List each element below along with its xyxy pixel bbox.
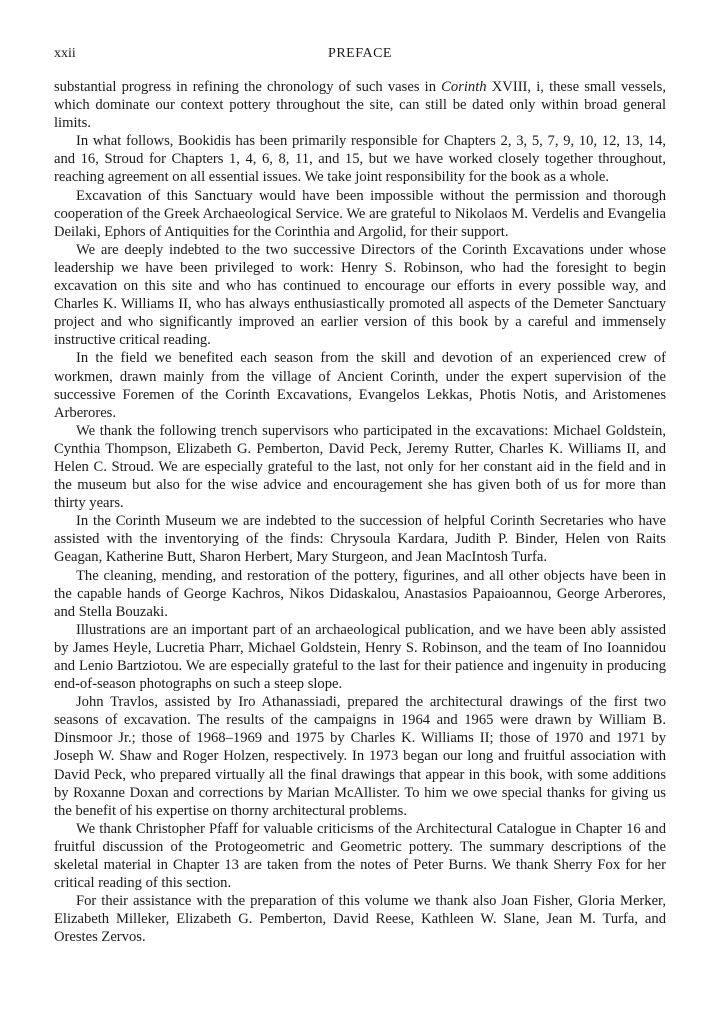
paragraph-conservation: The cleaning, mending, and restoration of the pottery, figurines, and all other objects have been in the capable hands of George Kachros, Nikos Didaskalou, Anastasios Papaioannou, George Arberores, and Stella Bouzaki. [54,567,666,620]
paragraph-text: substantial progress in refining the chronology of such vases in [54,79,442,95]
paragraph-workmen: In the field we benefited each season from the skill and devotion of an experienced crew of workmen, drawn mainly from the village of Ancient Corinth, under the expert supervision of the successive Foremen of the Corinth Excavations, Evangelos Lekkas, Photis Notis, and Aristomenes Arberores. [54,350,666,421]
running-head: PREFACE [328,46,392,61]
paragraph-architectural-drawings: John Travlos, assisted by Iro Athanassiadi, prepared the architectural drawings of the first two seasons of excavation. The results of the campaigns in 1964 and 1965 were drawn by William B. Dinsmoor Jr.; those of 1968–1969 and 1975 by Charles K. Williams II; those of 1970 and 1971 by Joseph W. Shaw and Roger Holzen, respectively. In 1973 began our long and fruitful association with David Peck, who prepared virtually all the final drawings that appear in this book, with some additions by Roxanne Doxan and corrections by Marian McAllister. To him we owe special thanks for giving us the benefit of his expertise on thorny architectural problems. [54,694,666,819]
paragraph-directors: We are deeply indebted to the two successive Directors of the Corinth Excavations under whose leadership we have been privileged to work: Henry S. Robinson, who had the foresight to begin excavation on this site and who has continued to encourage our efforts in every possible way, and Charles K. Williams II, who has always enthusiastically promoted all aspects of the Demeter Sanctuary project and who significantly improved an earlier version of this book by a careful and immensely instructive critical reading. [54,241,666,349]
paragraph-text: XVIII, i, these small vessels, which dominate our context pottery throughout the site, can still be dated only within broad general limits. [54,79,666,132]
paragraph-continued [54,78,666,132]
paragraph-trench-supervisors: We thank the following trench supervisors who participated in the excavations: Michael Goldstein, Cynthia Thompson, Elizabeth G. Pemberton, David Peck, Jeremy Rutter, Charles K. Williams II, and Helen C. Stroud. We are especially grateful to the last, not only for her constant aid in the field and in the museum but also for the wise advice and encouragement she has given both of us for more than thirty years. [54,422,666,512]
page-header [54,46,666,68]
paragraph-authorship: In what follows, Bookidis has been primarily responsible for Chapters 2, 3, 5, 7, 9, 10, 12, 13, 14, and 16, Stroud for Chapters 1, 4, 6, 8, 11, and 15, but we have worked closely together throughout, reaching agreement on all essential issues. We take joint responsibility for the book as a whole. [54,133,666,186]
paragraph-illustrations: Illustrations are an important part of an archaeological publication, and we have been ably assisted by James Heyle, Lucretia Pharr, Michael Goldstein, Henry S. Robinson, and the team of Ino Ioannidou and Lenio Bartziotou. We are especially grateful to the last for their patience and ingenuity in producing end-of-season photographs on such a steep slope. [54,621,666,693]
paragraph-archaeological-service: Excavation of this Sanctuary would have been impossible without the permission and thorough cooperation of the Greek Archaeological Service. We are grateful to Nikolaos M. Verdelis and Evangelia Deilaki, Ephors of Antiquities for the Corinthia and Argolid, for their support. [54,187,666,240]
book-title: Corinth [441,79,487,95]
preface-body [54,78,666,947]
paragraph-museum-secretaries: In the Corinth Museum we are indebted to the succession of helpful Corinth Secretaries who have assisted with the inventorying of the finds: Chrysoula Kardara, Judith P. Binder, Helen von Raits Geagan, Katherine Butt, Sharon Herbert, Mary Sturgeon, and Jean MacIntosh Turfa. [54,513,666,566]
paragraph-criticism: We thank Christopher Pfaff for valuable criticisms of the Architectural Catalogue in Chapter 16 and fruitful discussion of the Protogeometric and Geometric pottery. The summary descriptions of the skeletal material in Chapter 13 are taken from the notes of Peter Burns. We thank Sherry Fox for her critical reading of this section. [54,820,666,892]
page-number: xxii [54,46,76,61]
paragraph-further-assistance: For their assistance with the preparation of this volume we thank also Joan Fisher, Gloria Merker, Elizabeth Milleker, Elizabeth G. Pemberton, David Reese, Kathleen W. Slane, Jean M. Turfa, and Orestes Zervos. [54,893,666,946]
